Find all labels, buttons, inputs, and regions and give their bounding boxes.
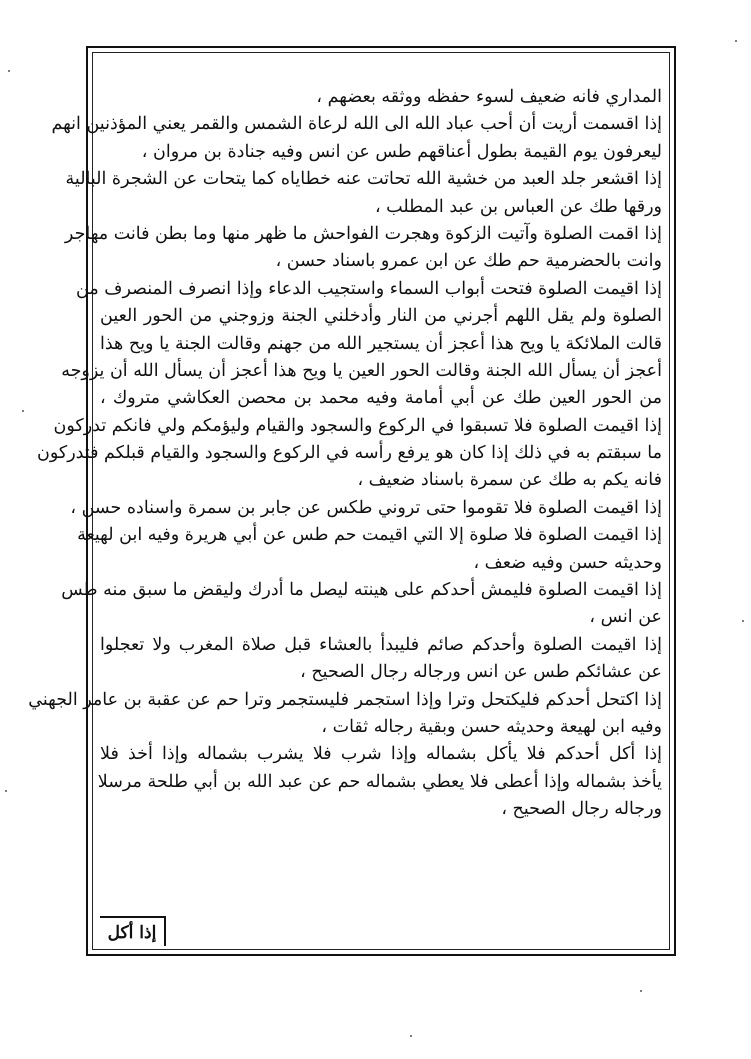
text-line: ورقها طك عن العباس بن عبد المطلب ، — [374, 196, 662, 217]
text-line: إذا أكل أحدكم فلا يأكل بشماله وإذا شرب فلا يشرب بشماله وإذا أخذ فلا — [100, 744, 662, 765]
text-line: وفيه ابن لهيعة وحديثه حسن وبقية رجاله ثقات ، — [321, 716, 662, 737]
text-line: إذا اكتحل أحدكم فليكتحل وترا وإذا استجمر فليستجمر وترا حم عن عقبة بن عامر الجهني — [28, 689, 662, 710]
text-line: يأخذ بشماله وإذا أعطى فلا يعطي بشماله حم عن عبد الله بن أبي طلحة مرسلا — [97, 771, 662, 792]
catchword: إذا أكل — [100, 916, 166, 946]
text-line: إذا اقيمت الصلوة فتحت أبواب السماء واستجيب الدعاء وإذا انصرف المنصرف من — [76, 278, 662, 299]
text-line: من الحور العين طك عن أبي أمامة وفيه محمد بن محصن العكاشي متروك ، — [100, 388, 662, 409]
scan-speckle — [742, 620, 744, 622]
text-line: وانت بالحضرمية حم طك عن ابن عمرو باسناد حسن ، — [275, 251, 662, 272]
scan-speckle — [8, 70, 10, 72]
text-line: المداري فانه ضعيف لسوء حفظه ووثقه بعضهم ، — [316, 87, 662, 107]
text-line: عن انس ، — [589, 607, 662, 628]
manuscript-text — [28, 84, 662, 824]
text-line: إذا اقسمت أريت أن أحب عباد الله الى الله لرعاة الشمس والقمر يعني المؤذنين انهم — [51, 114, 662, 135]
text-line: إذا اقيمت الصلوة فلا صلوة إلا التي اقيمت حم طس عن أبي هريرة وفيه ابن لهيعة — [77, 525, 662, 546]
text-line: أعجز أن يسأل الله الجنة وقالت الحور العين يا ويح هذا أعجز أن يسأل الله أن يزوجه — [61, 360, 662, 381]
text-line: إذا اقيمت الصلوة فلا تقوموا حتى تروني طكس عن جابر بن سمرة واسناده حسن ، — [70, 497, 662, 518]
text-line: الصلوة ولم يقل اللهم أجرني من النار وأدخلني الجنة وزوجني من الحور العين — [100, 306, 662, 327]
scan-speckle — [410, 1035, 412, 1037]
text-line: عن عشائكم طس عن انس ورجاله رجال الصحيح ، — [300, 662, 662, 683]
scan-speckle — [5, 790, 7, 792]
text-line: إذا اقيمت الصلوة فلا تسبقوا في الركوع والسجود والقيام وليؤمكم ولي فانكم تدركون — [53, 415, 662, 436]
text-line: إذا اقشعر جلد العبد من خشية الله تحاتت عنه خطاياه كما يتحات عن الشجرة البالية — [65, 169, 662, 190]
text-line: إذا اقيمت الصلوة فليمش أحدكم على هينته ليصل ما أدرك وليقض ما سبق منه طس — [61, 580, 662, 601]
scan-speckle — [735, 40, 737, 42]
text-line: وحديثه حسن وفيه ضعف ، — [473, 552, 662, 573]
text-line: ما سبقتم به في ذلك إذا كان هو يرفع رأسه في الركوع والسجود والقيام قبلكم فتدركون — [36, 443, 662, 464]
text-line: إذا اقيمت الصلوة وأحدكم صائم فليبدأ بالعشاء قبل صلاة المغرب ولا تعجلوا — [100, 634, 662, 655]
text-line: ورجاله رجال الصحيح ، — [501, 799, 662, 820]
scan-speckle — [640, 990, 642, 992]
text-line: قالت الملائكة يا ويح هذا أعجز أن يستجير الله من جهنم وقالت الجنة يا ويح هذا — [100, 333, 662, 354]
text-line: ليعرفون يوم القيمة بطول أعناقهم طس عن انس وفيه جنادة بن مروان ، — [141, 141, 662, 162]
scan-speckle — [22, 410, 24, 412]
text-line: فانه يكم به طك عن سمرة باسناد ضعيف ، — [357, 470, 662, 491]
text-line: إذا اقمت الصلوة وآتيت الزكوة وهجرت الفواحش ما ظهر منها وما بطن فانت مهاجر — [64, 223, 662, 244]
